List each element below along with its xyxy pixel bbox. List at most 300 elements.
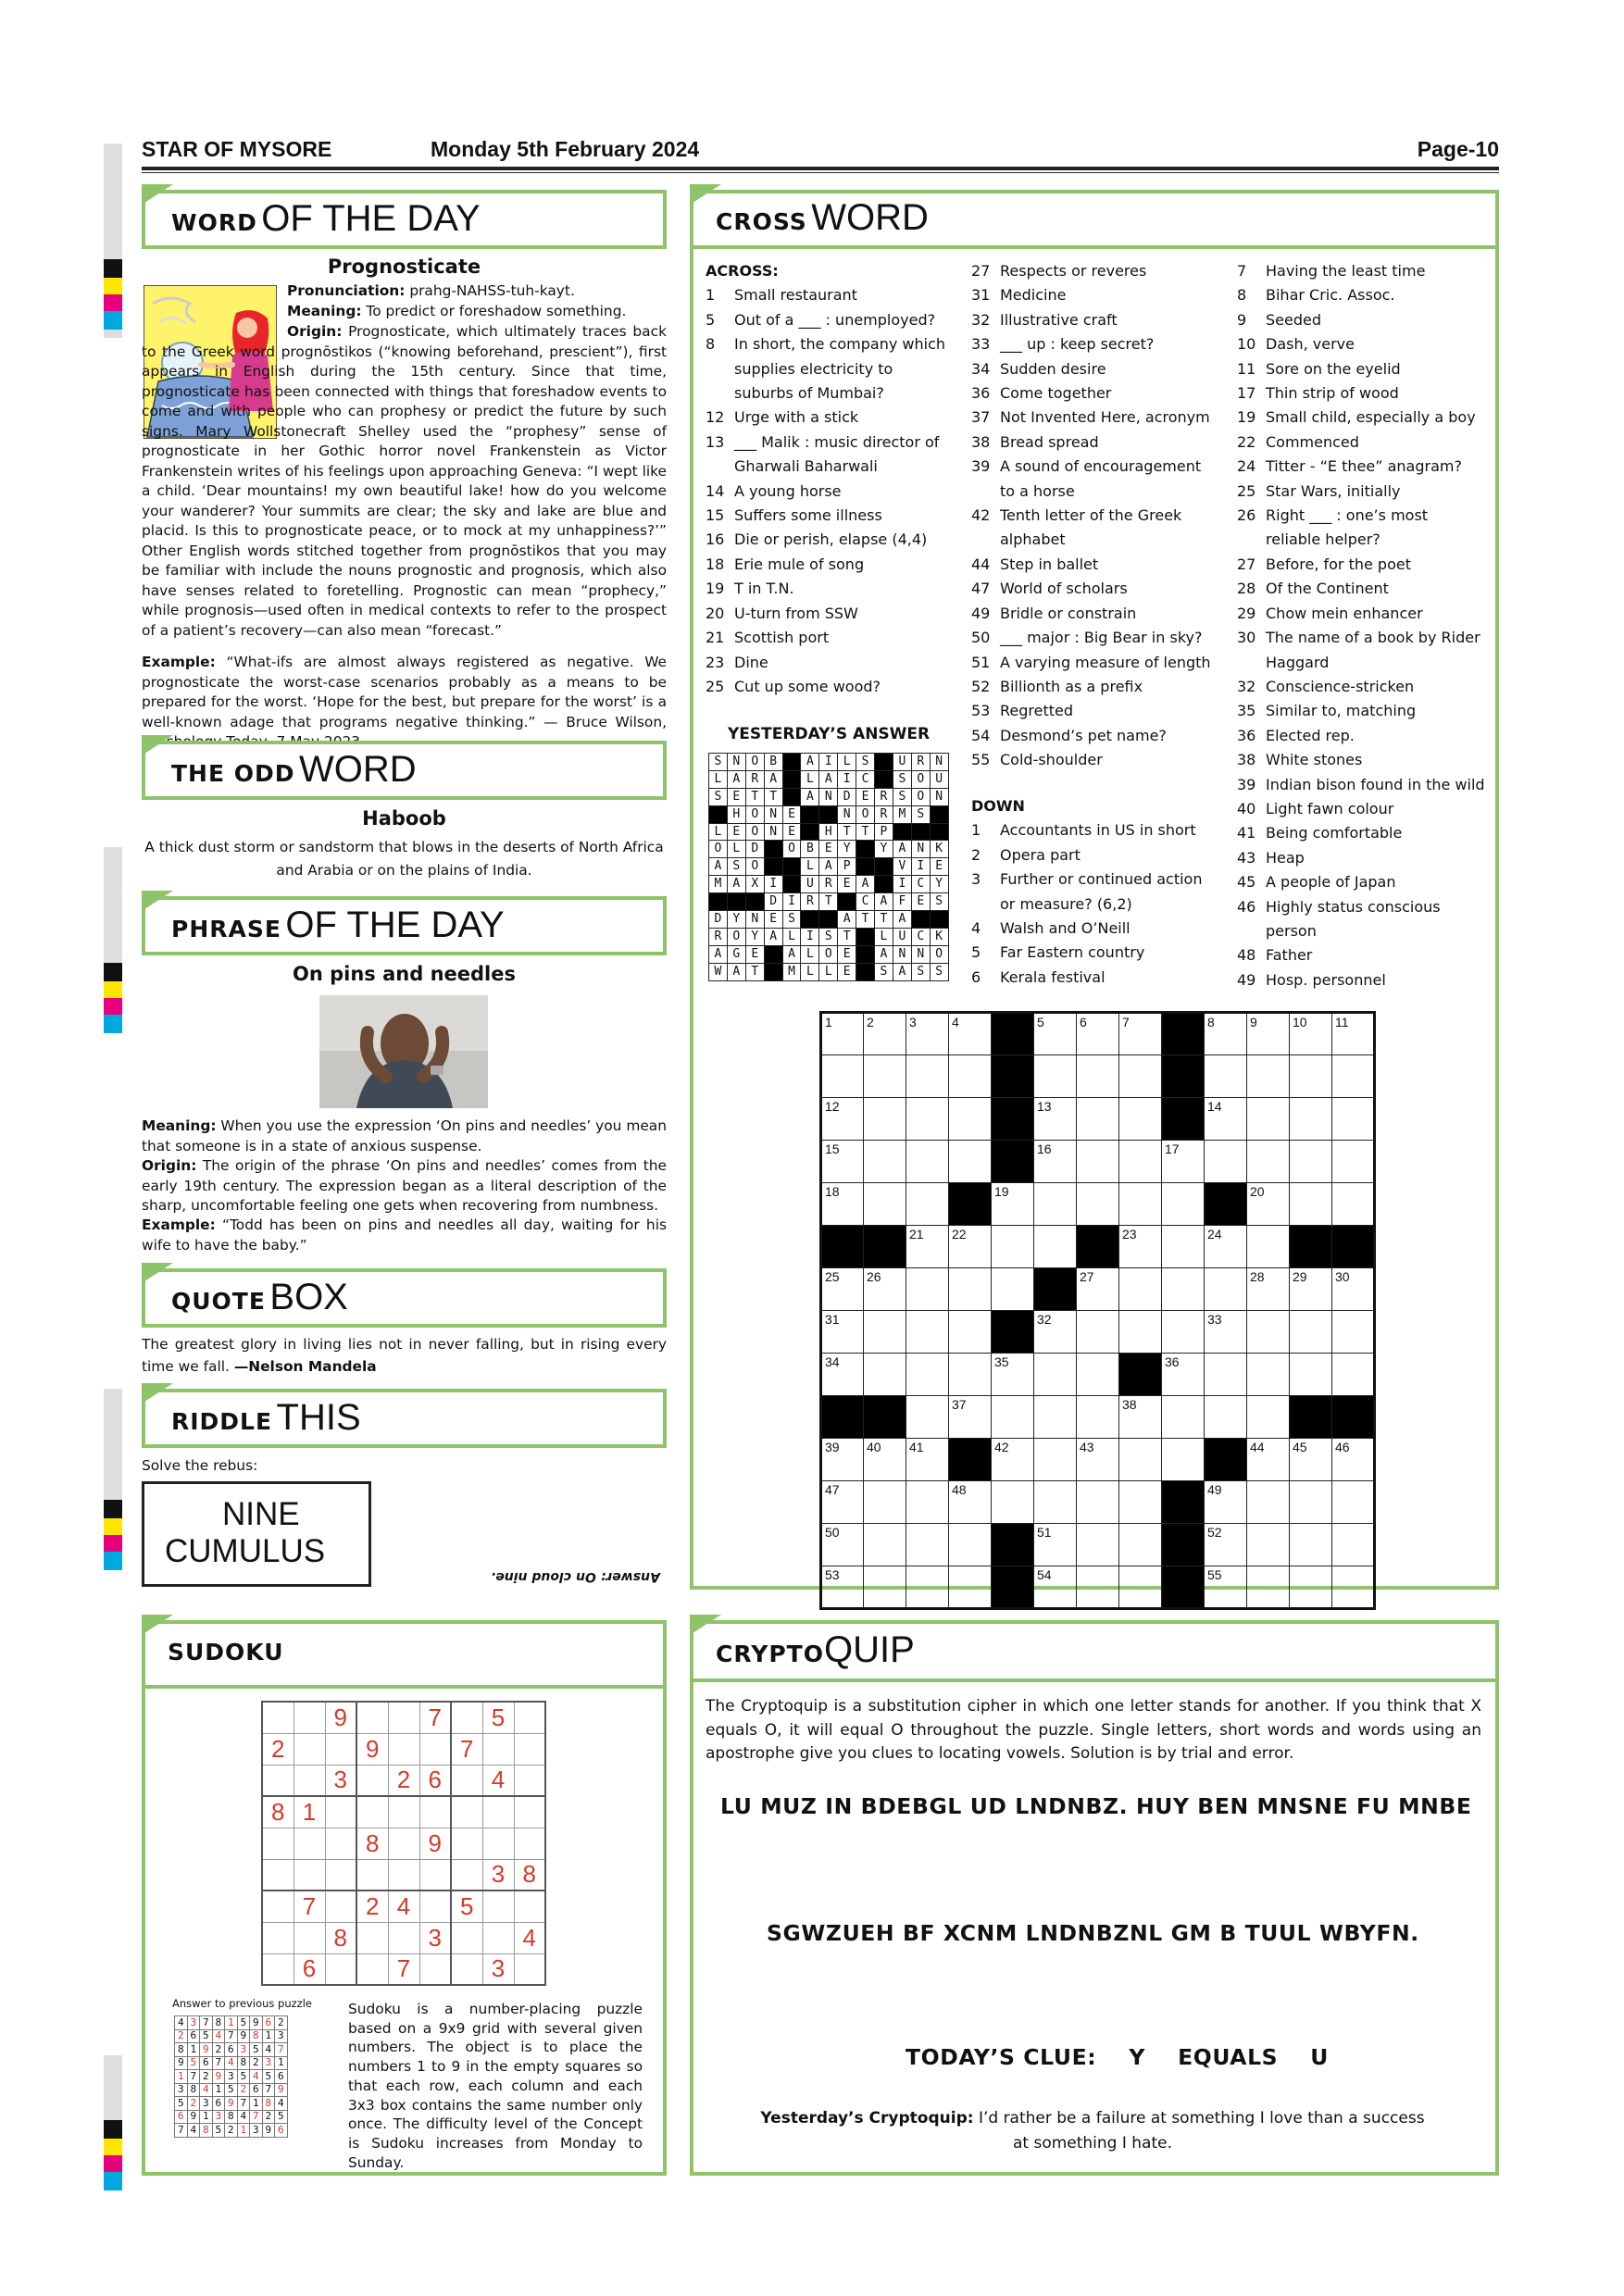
crossword-cell[interactable] — [906, 1055, 949, 1098]
crossword-cell[interactable] — [1247, 1396, 1290, 1439]
crossword-title-rule — [693, 245, 1495, 249]
answer-letter: P — [875, 823, 893, 841]
answer-letter: S — [893, 788, 911, 805]
answer-letter: E — [764, 911, 782, 929]
clue-item — [971, 917, 1217, 941]
black-square — [893, 823, 911, 841]
crossword-cell[interactable] — [821, 1141, 864, 1183]
crossword-cell[interactable] — [1034, 1098, 1077, 1141]
crossword-cell[interactable] — [821, 1013, 864, 1055]
sudoku-empty-cell[interactable] — [294, 1859, 325, 1890]
sudoku-empty-cell[interactable] — [451, 1859, 482, 1890]
crossword-cell[interactable] — [1290, 1311, 1332, 1354]
crossword-cell[interactable] — [1290, 1055, 1332, 1098]
crossword-cell[interactable] — [864, 1481, 906, 1524]
clue-number: 8 — [706, 335, 716, 354]
crossword-cell[interactable] — [906, 1183, 949, 1226]
crossword-cell[interactable] — [906, 1524, 949, 1566]
crossword-cell[interactable] — [821, 1311, 864, 1354]
sudoku-given: 2 — [388, 1765, 419, 1796]
crossword-cell[interactable] — [1077, 1055, 1119, 1098]
sudoku-empty-cell[interactable] — [388, 1702, 419, 1733]
clue-cell-number: 52 — [1207, 1525, 1222, 1540]
crossword-cell[interactable] — [864, 1311, 906, 1354]
crossword-cell[interactable] — [1247, 1481, 1290, 1524]
crossword-cell[interactable] — [1034, 1524, 1077, 1566]
sudoku-empty-cell[interactable] — [482, 1733, 514, 1765]
crossword-cell[interactable] — [1119, 1098, 1162, 1141]
crossword-cell[interactable] — [906, 1354, 949, 1396]
black-square — [930, 911, 948, 929]
crossword-cell[interactable] — [864, 1141, 906, 1183]
answer-letter: R — [709, 928, 728, 945]
sudoku-empty-cell[interactable] — [388, 1796, 419, 1828]
crossword-cell[interactable] — [1077, 1481, 1119, 1524]
clue-number: 27 — [1237, 555, 1256, 573]
clue-text: Not Invented Here, acronym — [1000, 408, 1210, 427]
crossword-cell[interactable] — [1077, 1013, 1119, 1055]
clue-item — [971, 843, 1217, 867]
crossword-cell[interactable] — [1247, 1183, 1290, 1226]
crossword-cell[interactable] — [1034, 1354, 1077, 1396]
crossword-cell[interactable] — [1247, 1098, 1290, 1141]
crossword-cell[interactable] — [864, 1055, 906, 1098]
crossword-cell[interactable] — [949, 1055, 992, 1098]
clue-number: 7 — [1237, 262, 1247, 280]
black-square — [875, 754, 893, 771]
crossword-cell[interactable] — [1162, 1226, 1205, 1268]
crossword-cell[interactable] — [1162, 1439, 1205, 1481]
crossword-cell[interactable] — [1162, 1183, 1205, 1226]
crossword-cell[interactable] — [949, 1396, 992, 1439]
sudoku-empty-cell[interactable] — [451, 1953, 482, 1985]
crossword-cell[interactable] — [1077, 1098, 1119, 1141]
black-square — [992, 1141, 1034, 1183]
crossword-cell[interactable] — [1247, 1055, 1290, 1098]
crossword-cell[interactable] — [1290, 1098, 1332, 1141]
crossword-cell[interactable] — [1247, 1226, 1290, 1268]
sudoku-empty-cell[interactable] — [356, 1953, 388, 1985]
clue-number: 1 — [971, 821, 981, 840]
black-square — [709, 893, 728, 911]
sudoku-row — [262, 1922, 545, 1953]
crossword-cell[interactable] — [1034, 1141, 1077, 1183]
crossword-cell[interactable] — [1332, 1354, 1375, 1396]
clue-item — [971, 332, 1217, 356]
sudoku-empty-cell[interactable] — [419, 1733, 451, 1765]
answer-letter: G — [727, 945, 745, 963]
sudoku-empty-cell[interactable] — [325, 1796, 356, 1828]
sudoku-empty-cell[interactable] — [419, 1796, 451, 1828]
crossword-cell[interactable] — [1332, 1141, 1375, 1183]
crossword-cell[interactable] — [1290, 1354, 1332, 1396]
crossword-cell[interactable] — [1247, 1439, 1290, 1481]
crossword-cell[interactable] — [821, 1566, 864, 1609]
crossword-cell[interactable] — [1290, 1481, 1332, 1524]
crossword-cell[interactable] — [821, 1524, 864, 1566]
crossword-cell[interactable] — [906, 1439, 949, 1481]
sudoku-empty-cell[interactable] — [356, 1702, 388, 1733]
crossword-cell[interactable] — [1162, 1311, 1205, 1354]
crossword-cell[interactable] — [1332, 1524, 1375, 1566]
crossword-cell[interactable] — [1247, 1268, 1290, 1311]
crossword-cell[interactable] — [1119, 1439, 1162, 1481]
crossword-cell[interactable] — [906, 1268, 949, 1311]
crossword-cell[interactable] — [1119, 1141, 1162, 1183]
sudoku-empty-cell[interactable] — [294, 1922, 325, 1953]
sudoku-empty-cell[interactable] — [262, 1890, 294, 1922]
crossword-cell[interactable] — [906, 1226, 949, 1268]
crossword-cell[interactable] — [1034, 1481, 1077, 1524]
sudoku-empty-cell[interactable] — [514, 1733, 545, 1765]
previous-answer-row — [175, 2056, 288, 2070]
sudoku-empty-cell[interactable] — [451, 1828, 482, 1859]
crossword-cell[interactable] — [949, 1013, 992, 1055]
crossword-cell[interactable] — [1247, 1141, 1290, 1183]
crossword-cell[interactable] — [1034, 1226, 1077, 1268]
clue-item — [971, 259, 1217, 283]
clue-item — [971, 966, 1217, 990]
crossword-cell[interactable] — [1205, 1055, 1247, 1098]
answer-letter: Y — [727, 911, 745, 929]
sudoku-empty-cell[interactable] — [262, 1922, 294, 1953]
crossword-cell[interactable] — [949, 1354, 992, 1396]
sudoku-empty-cell[interactable] — [514, 1796, 545, 1828]
sudoku-empty-cell[interactable] — [514, 1828, 545, 1859]
previous-answer-digit: 1 — [212, 2083, 225, 2097]
clue-number: 28 — [1237, 580, 1256, 598]
answer-letter: L — [875, 928, 893, 945]
crossword-cell[interactable] — [821, 1183, 864, 1226]
clue-text: ___ major : Big Bear in sky? — [1000, 629, 1203, 647]
answer-letter: E — [727, 823, 745, 841]
crossword-cell[interactable] — [821, 1098, 864, 1141]
sudoku-empty-cell[interactable] — [262, 1828, 294, 1859]
clue-number: 19 — [1237, 408, 1256, 427]
crossword-cell[interactable] — [1077, 1396, 1119, 1439]
sudoku-empty-cell[interactable] — [325, 1733, 356, 1765]
crossword-cell[interactable] — [1332, 1268, 1375, 1311]
crossword-cell[interactable] — [1119, 1268, 1162, 1311]
crossword-cell[interactable] — [949, 1268, 992, 1311]
crossword-cell[interactable] — [949, 1311, 992, 1354]
crossword-cell[interactable] — [821, 1268, 864, 1311]
sudoku-given: 4 — [388, 1890, 419, 1922]
crossword-cell[interactable] — [949, 1524, 992, 1566]
clue-number: 38 — [1237, 751, 1256, 769]
clue-item — [971, 357, 1217, 381]
sudoku-empty-cell[interactable] — [482, 1890, 514, 1922]
answer-letter: M — [782, 963, 801, 980]
crossword-cell[interactable] — [1205, 1396, 1247, 1439]
sudoku-empty-cell[interactable] — [514, 1702, 545, 1733]
crossword-cell[interactable] — [949, 1566, 992, 1609]
crossword-cell[interactable] — [1332, 1566, 1375, 1609]
crossword-cell[interactable] — [1205, 1524, 1247, 1566]
sudoku-empty-cell[interactable] — [356, 1922, 388, 1953]
crossword-cell[interactable] — [1332, 1013, 1375, 1055]
crossword-cell[interactable] — [864, 1566, 906, 1609]
sudoku-empty-cell[interactable] — [325, 1953, 356, 1985]
black-square — [801, 911, 819, 929]
clue-text: Far Eastern country — [1000, 943, 1145, 962]
sudoku-empty-cell[interactable] — [419, 1890, 451, 1922]
crossword-cell[interactable] — [1290, 1013, 1332, 1055]
answer-letter: N — [930, 788, 948, 805]
crossword-cell[interactable] — [949, 1481, 992, 1524]
crossword-cell[interactable] — [1077, 1183, 1119, 1226]
word-of-day-origin: Origin: Prognosticate, which ultimately traces back to the Greek word prognōstikos (“knowing beforehand, prescient”), first appears in English during the 15th century. Since that time, prognosticate has been connected with things that foreshadow events to come and with people who can prophesy or predict the future by such signs. Mary Wollstonecraft Shelley used the “prophesy” sense of prognosticate in her Gothic horror novel Frankenstein as Victor Frankenstein writes of his feelings upon approaching Geneva: “I wept like a child. ‘Dear mountains! my own beautiful lake! how do you welcome your wanderer? Your summits are clear; the sky and lake are blue and placid. Is this to prognosticate peace, or to mock at my unhappiness?’” Other English words stitched together from prognōstikos that you may be familiar with include the nouns prognostic and prognosis, which also have senses related to foretelling. Prognostic can mean “prophecy,” while prognosis—used often in medical contexts to refer to the prospect of a patient’s recovery—can also mean “forecast.” — [142, 323, 667, 639]
previous-answer-digit: 4 — [262, 2043, 275, 2057]
black-square — [949, 1183, 992, 1226]
crossword-cell[interactable] — [1332, 1439, 1375, 1481]
sudoku-row — [262, 1796, 545, 1828]
crossword-cell[interactable] — [949, 1226, 992, 1268]
crossword-cell[interactable] — [1247, 1311, 1290, 1354]
clue-text: Hosp. personnel — [1266, 970, 1386, 989]
crossword-cell[interactable] — [1162, 1396, 1205, 1439]
registration-mark-magenta — [104, 998, 122, 1017]
black-square — [745, 893, 764, 911]
previous-answer-digit: 8 — [212, 2016, 225, 2030]
cryptoquip-yesterday: Yesterday’s Cryptoquip: I’d rather be a failure at something I love than a success at something I hate. — [760, 2109, 1425, 2152]
crossword-cell[interactable] — [1290, 1439, 1332, 1481]
crossword-cell[interactable] — [1119, 1481, 1162, 1524]
sudoku-empty-cell[interactable] — [294, 1702, 325, 1733]
black-square — [992, 1311, 1034, 1354]
sudoku-empty-cell[interactable] — [419, 1859, 451, 1890]
sudoku-empty-cell[interactable] — [262, 1859, 294, 1890]
crossword-cell[interactable] — [906, 1141, 949, 1183]
crossword-cell[interactable] — [992, 1354, 1034, 1396]
sudoku-empty-cell[interactable] — [388, 1828, 419, 1859]
sudoku-empty-cell[interactable] — [325, 1828, 356, 1859]
answer-letter: E — [838, 963, 856, 980]
crossword-cell[interactable] — [1205, 1226, 1247, 1268]
clue-cell-number: 2 — [867, 1015, 874, 1029]
crossword-cell[interactable] — [992, 1183, 1034, 1226]
previous-answer-digit: 8 — [262, 2097, 275, 2111]
crossword-cell[interactable] — [1077, 1566, 1119, 1609]
clue-text: Accountants in US in short — [1000, 821, 1196, 840]
crossword-cell[interactable] — [864, 1524, 906, 1566]
clue-item — [1237, 943, 1487, 967]
crossword-cell[interactable] — [1162, 1354, 1205, 1396]
sudoku-empty-cell[interactable] — [294, 1733, 325, 1765]
sudoku-empty-cell[interactable] — [356, 1796, 388, 1828]
crossword-cell[interactable] — [1119, 1226, 1162, 1268]
black-square — [1205, 1439, 1247, 1481]
clue-text: Small child, especially a boy — [1266, 408, 1476, 427]
crossword-cell[interactable] — [1290, 1183, 1332, 1226]
sudoku-empty-cell[interactable] — [451, 1765, 482, 1796]
clue-number: 43 — [1237, 848, 1256, 867]
crossword-cell[interactable] — [1290, 1566, 1332, 1609]
crossword-cell[interactable] — [1205, 1566, 1247, 1609]
clue-number: 37 — [971, 408, 991, 427]
clue-item — [971, 283, 1217, 307]
crossword-cell[interactable] — [949, 1098, 992, 1141]
answer-letter: M — [709, 876, 728, 893]
crossword-cell[interactable] — [992, 1226, 1034, 1268]
sudoku-empty-cell[interactable] — [388, 1859, 419, 1890]
sudoku-empty-cell[interactable] — [419, 1953, 451, 1985]
crossword-cell[interactable] — [1034, 1055, 1077, 1098]
crossword-cell[interactable] — [1247, 1524, 1290, 1566]
sudoku-empty-cell[interactable] — [514, 1953, 545, 1985]
previous-answer-row — [175, 2124, 288, 2138]
sudoku-given: 8 — [325, 1922, 356, 1953]
sudoku-empty-cell[interactable] — [356, 1765, 388, 1796]
crossword-cell[interactable] — [1077, 1141, 1119, 1183]
yesterday-grid-row — [709, 805, 949, 823]
crossword-cell[interactable] — [1205, 1141, 1247, 1183]
crossword-cell[interactable] — [1034, 1183, 1077, 1226]
crossword-cell[interactable] — [1077, 1311, 1119, 1354]
sudoku-empty-cell[interactable] — [294, 1828, 325, 1859]
sudoku-empty-cell[interactable] — [325, 1859, 356, 1890]
crossword-cell[interactable] — [906, 1311, 949, 1354]
crossword-cell[interactable] — [1247, 1566, 1290, 1609]
sudoku-empty-cell[interactable] — [482, 1796, 514, 1828]
sudoku-empty-cell[interactable] — [356, 1859, 388, 1890]
sudoku-empty-cell[interactable] — [482, 1922, 514, 1953]
clue-number: 36 — [1237, 726, 1256, 744]
crossword-cell[interactable] — [1205, 1268, 1247, 1311]
yesterday-grid-row — [709, 911, 949, 929]
sudoku-empty-cell[interactable] — [451, 1922, 482, 1953]
clue-cell-number: 19 — [994, 1184, 1009, 1199]
crossword-cell[interactable] — [1290, 1524, 1332, 1566]
sudoku-empty-cell[interactable] — [294, 1765, 325, 1796]
clue-text: Die or perish, elapse (4,4) — [734, 530, 928, 549]
crossword-cell[interactable] — [821, 1439, 864, 1481]
crossword-cell[interactable] — [906, 1566, 949, 1609]
crossword-cell[interactable] — [1034, 1566, 1077, 1609]
clue-text: The name of a book by Rider Haggard — [1266, 629, 1480, 671]
crossword-cell[interactable] — [1077, 1354, 1119, 1396]
previous-answer-digit: 9 — [175, 2056, 188, 2070]
crossword-cell[interactable] — [864, 1098, 906, 1141]
answer-letter: O — [911, 770, 930, 788]
previous-answer-digit: 3 — [275, 2029, 288, 2043]
clue-number: 51 — [971, 653, 991, 671]
crossword-cell[interactable] — [1119, 1183, 1162, 1226]
crossword-cell[interactable] — [992, 1268, 1034, 1311]
sudoku-empty-cell[interactable] — [514, 1765, 545, 1796]
crossword-row — [821, 1439, 1375, 1481]
answer-letter: T — [838, 928, 856, 945]
clue-item — [706, 626, 946, 650]
sudoku-empty-cell[interactable] — [451, 1796, 482, 1828]
crossword-cell[interactable] — [864, 1268, 906, 1311]
crossword-cell[interactable] — [992, 1481, 1034, 1524]
sudoku-empty-cell[interactable] — [388, 1922, 419, 1953]
black-square — [782, 858, 801, 876]
sudoku-empty-cell[interactable] — [262, 1702, 294, 1733]
crossword-cell[interactable] — [821, 1481, 864, 1524]
crossword-cell[interactable] — [1332, 1311, 1375, 1354]
crossword-cell[interactable] — [864, 1013, 906, 1055]
crossword-cell[interactable] — [1077, 1268, 1119, 1311]
crossword-cell[interactable] — [906, 1013, 949, 1055]
clue-item — [1237, 455, 1487, 479]
crossword-cell[interactable] — [1119, 1055, 1162, 1098]
sudoku-given: 7 — [451, 1733, 482, 1765]
sudoku-row — [262, 1733, 545, 1765]
crossword-cell[interactable] — [1247, 1354, 1290, 1396]
crossword-cell[interactable] — [1119, 1311, 1162, 1354]
crossword-cell[interactable] — [1332, 1183, 1375, 1226]
crossword-cell[interactable] — [1332, 1098, 1375, 1141]
crossword-cell[interactable] — [821, 1354, 864, 1396]
crossword-cell[interactable] — [1077, 1524, 1119, 1566]
crossword-cell[interactable] — [864, 1354, 906, 1396]
sudoku-empty-cell[interactable] — [262, 1953, 294, 1985]
crossword-cell[interactable] — [1205, 1098, 1247, 1141]
crossword-cell[interactable] — [1034, 1396, 1077, 1439]
crossword-cell[interactable] — [1119, 1013, 1162, 1055]
crossword-cell[interactable] — [906, 1098, 949, 1141]
sudoku-empty-cell[interactable] — [325, 1890, 356, 1922]
crossword-cell[interactable] — [906, 1396, 949, 1439]
crossword-cell[interactable] — [1119, 1566, 1162, 1609]
crossword-cell[interactable] — [1205, 1481, 1247, 1524]
registration-mark-black — [104, 259, 122, 278]
registration-mark-black — [104, 1500, 122, 1518]
crossword-cell[interactable] — [1034, 1013, 1077, 1055]
previous-answer-digit: 5 — [275, 2110, 288, 2124]
crossword-row — [821, 1268, 1375, 1311]
sudoku-empty-cell[interactable] — [451, 1702, 482, 1733]
clue-number: 6 — [971, 967, 981, 986]
crossword-cell[interactable] — [949, 1141, 992, 1183]
crossword-cell[interactable] — [992, 1439, 1034, 1481]
quote-author: —Nelson Mandela — [233, 1358, 377, 1375]
sudoku-given: 1 — [294, 1796, 325, 1828]
answer-letter: L — [709, 770, 728, 788]
crossword-cell[interactable] — [906, 1481, 949, 1524]
crossword-cell[interactable] — [1077, 1439, 1119, 1481]
crossword-cell[interactable] — [1290, 1268, 1332, 1311]
crossword-cell[interactable] — [992, 1396, 1034, 1439]
clue-text: Highly status conscious person — [1266, 897, 1441, 940]
crossword-cell[interactable] — [864, 1183, 906, 1226]
crossword-cell[interactable] — [1119, 1396, 1162, 1439]
clue-number: 26 — [1237, 506, 1256, 525]
previous-answer-digit: 9 — [225, 2097, 238, 2111]
crossword-cell[interactable] — [1034, 1311, 1077, 1354]
crossword-cell[interactable] — [1290, 1141, 1332, 1183]
crossword-cell[interactable] — [1332, 1055, 1375, 1098]
crossword-cell[interactable] — [1332, 1481, 1375, 1524]
crossword-cell[interactable] — [1162, 1268, 1205, 1311]
crossword-cell[interactable] — [1205, 1013, 1247, 1055]
crossword-cell[interactable] — [821, 1055, 864, 1098]
crossword-cell[interactable] — [1205, 1354, 1247, 1396]
sudoku-empty-cell[interactable] — [514, 1890, 545, 1922]
crossword-cell[interactable] — [1205, 1311, 1247, 1354]
crossword-cell[interactable] — [1034, 1439, 1077, 1481]
sudoku-empty-cell[interactable] — [388, 1733, 419, 1765]
crossword-cell[interactable] — [1247, 1013, 1290, 1055]
crossword-cell[interactable] — [1119, 1524, 1162, 1566]
sudoku-empty-cell[interactable] — [262, 1765, 294, 1796]
crossword-cell[interactable] — [1162, 1141, 1205, 1183]
crossword-cell[interactable] — [864, 1439, 906, 1481]
black-square — [1205, 1183, 1247, 1226]
sudoku-empty-cell[interactable] — [482, 1828, 514, 1859]
